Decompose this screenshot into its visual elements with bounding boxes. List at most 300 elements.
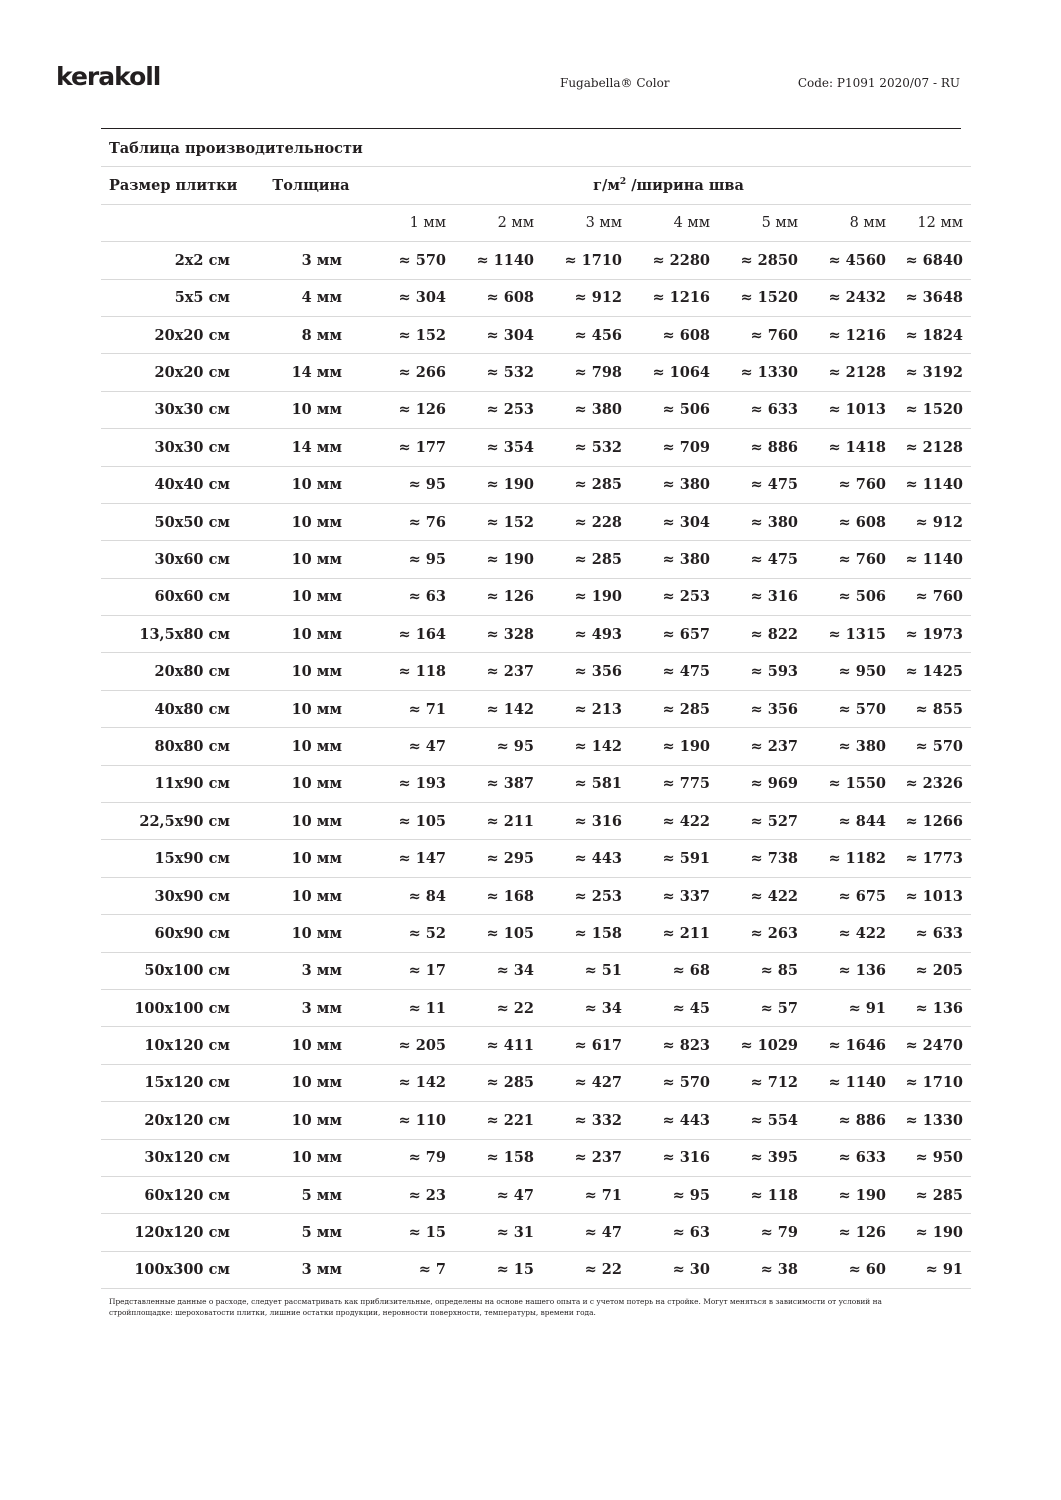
consumption-cell: ≈ 1973: [894, 616, 971, 653]
col-header-width: 4 мм: [630, 204, 718, 241]
table-caption: Таблица производительности: [101, 130, 971, 167]
consumption-cell: ≈ 152: [366, 316, 454, 353]
tile-size-cell: 20x20 см: [101, 354, 256, 391]
consumption-cell: ≈ 211: [630, 915, 718, 952]
thickness-cell: 10 мм: [256, 541, 366, 578]
consumption-cell: ≈ 126: [806, 1214, 894, 1251]
table-row: [101, 503, 971, 540]
consumption-cell: ≈ 221: [454, 1102, 542, 1139]
consumption-cell: ≈ 126: [366, 391, 454, 428]
consumption-cell: ≈ 22: [454, 989, 542, 1026]
consumption-cell: ≈ 1773: [894, 840, 971, 877]
col-header-width: 1 мм: [366, 204, 454, 241]
consumption-cell: ≈ 657: [630, 616, 718, 653]
table-row: [101, 316, 971, 353]
table-row: [101, 1064, 971, 1101]
consumption-cell: ≈ 354: [454, 429, 542, 466]
thickness-cell: 10 мм: [256, 1027, 366, 1064]
consumption-cell: ≈ 760: [718, 316, 806, 353]
consumption-cell: ≈ 822: [718, 616, 806, 653]
consumption-cell: ≈ 52: [366, 915, 454, 952]
table-row: [101, 1251, 971, 1288]
consumption-cell: ≈ 95: [366, 541, 454, 578]
consumption-cell: ≈ 95: [366, 466, 454, 503]
consumption-cell: ≈ 1520: [894, 391, 971, 428]
consumption-cell: ≈ 76: [366, 503, 454, 540]
consumption-cell: ≈ 608: [630, 316, 718, 353]
consumption-cell: ≈ 4560: [806, 242, 894, 279]
consumption-cell: ≈ 142: [366, 1064, 454, 1101]
tile-size-cell: 40x80 см: [101, 690, 256, 727]
consumption-cell: ≈ 675: [806, 877, 894, 914]
consumption-cell: ≈ 47: [542, 1214, 630, 1251]
consumption-cell: ≈ 1824: [894, 316, 971, 353]
consumption-cell: ≈ 2432: [806, 279, 894, 316]
consumption-cell: ≈ 581: [542, 765, 630, 802]
tile-size-cell: 30x120 см: [101, 1139, 256, 1176]
thickness-cell: 4 мм: [256, 279, 366, 316]
consumption-cell: ≈ 844: [806, 803, 894, 840]
consumption-cell: ≈ 263: [718, 915, 806, 952]
tile-size-cell: 80x80 см: [101, 728, 256, 765]
table-row: [101, 803, 971, 840]
tile-size-cell: 20x120 см: [101, 1102, 256, 1139]
consumption-cell: ≈ 11: [366, 989, 454, 1026]
width-header-row: [101, 204, 971, 241]
consumption-cell: ≈ 328: [454, 616, 542, 653]
consumption-cell: ≈ 886: [806, 1102, 894, 1139]
col-header-width: 8 мм: [806, 204, 894, 241]
col-header-width: 5 мм: [718, 204, 806, 241]
thickness-cell: 14 мм: [256, 354, 366, 391]
consumption-cell: ≈ 608: [454, 279, 542, 316]
tile-size-cell: 30x90 см: [101, 877, 256, 914]
consumption-cell: ≈ 475: [718, 541, 806, 578]
consumption-cell: ≈ 1140: [894, 466, 971, 503]
consumption-cell: ≈ 136: [806, 952, 894, 989]
consumption-cell: ≈ 1266: [894, 803, 971, 840]
consumption-cell: ≈ 190: [630, 728, 718, 765]
consumption-cell: ≈ 1550: [806, 765, 894, 802]
consumption-cell: ≈ 493: [542, 616, 630, 653]
consumption-cell: ≈ 1710: [894, 1064, 971, 1101]
tile-size-cell: 50x50 см: [101, 503, 256, 540]
thickness-cell: 3 мм: [256, 242, 366, 279]
thickness-cell: 10 мм: [256, 503, 366, 540]
thickness-cell: 5 мм: [256, 1214, 366, 1251]
consumption-cell: ≈ 380: [630, 541, 718, 578]
consumption-cell: ≈ 22: [542, 1251, 630, 1288]
consumption-cell: ≈ 142: [454, 690, 542, 727]
tile-size-cell: 100x100 см: [101, 989, 256, 1026]
table-row: [101, 952, 971, 989]
consumption-cell: ≈ 1330: [718, 354, 806, 391]
table-row: [101, 877, 971, 914]
consumption-cell: ≈ 760: [894, 578, 971, 615]
consumption-cell: ≈ 47: [366, 728, 454, 765]
consumption-cell: ≈ 57: [718, 989, 806, 1026]
table-row: [101, 466, 971, 503]
thickness-cell: 10 мм: [256, 466, 366, 503]
consumption-cell: ≈ 380: [806, 728, 894, 765]
consumption-cell: ≈ 1330: [894, 1102, 971, 1139]
consumption-cell: ≈ 475: [718, 466, 806, 503]
consumption-cell: ≈ 593: [718, 653, 806, 690]
col-header-thickness: Толщина: [256, 167, 366, 204]
consumption-cell: ≈ 380: [542, 391, 630, 428]
table-header-row: [101, 167, 971, 204]
consumption-cell: ≈ 395: [718, 1139, 806, 1176]
consumption-cell: ≈ 337: [630, 877, 718, 914]
consumption-cell: ≈ 47: [454, 1176, 542, 1213]
consumption-cell: ≈ 475: [630, 653, 718, 690]
table-row: [101, 1139, 971, 1176]
table-row: [101, 1102, 971, 1139]
table-row: [101, 1176, 971, 1213]
consumption-cell: ≈ 527: [718, 803, 806, 840]
consumption-cell: ≈ 237: [542, 1139, 630, 1176]
thickness-cell: 14 мм: [256, 429, 366, 466]
tile-size-cell: 5x5 см: [101, 279, 256, 316]
consumption-cell: ≈ 190: [454, 541, 542, 578]
consumption-cell: ≈ 84: [366, 877, 454, 914]
consumption-cell: ≈ 34: [454, 952, 542, 989]
consumption-cell: ≈ 15: [366, 1214, 454, 1251]
consumption-cell: ≈ 71: [366, 690, 454, 727]
consumption-cell: ≈ 617: [542, 1027, 630, 1064]
consumption-cell: ≈ 193: [366, 765, 454, 802]
consumption-cell: ≈ 79: [366, 1139, 454, 1176]
tile-size-cell: 22,5x90 см: [101, 803, 256, 840]
thickness-cell: 10 мм: [256, 803, 366, 840]
consumption-cell: ≈ 1064: [630, 354, 718, 391]
consumption-cell: ≈ 316: [542, 803, 630, 840]
consumption-cell: ≈ 168: [454, 877, 542, 914]
consumption-cell: ≈ 190: [806, 1176, 894, 1213]
consumption-cell: ≈ 332: [542, 1102, 630, 1139]
consumption-cell: ≈ 316: [718, 578, 806, 615]
consumption-cell: ≈ 285: [894, 1176, 971, 1213]
col-header-group: $г/м^2$ /ширина шва: [366, 167, 971, 204]
table-row: [101, 242, 971, 279]
consumption-cell: ≈ 15: [454, 1251, 542, 1288]
tile-size-cell: 60x60 см: [101, 578, 256, 615]
tile-size-cell: 20x20 см: [101, 316, 256, 353]
consumption-cell: ≈ 118: [366, 653, 454, 690]
consumption-cell: ≈ 3192: [894, 354, 971, 391]
table-row: [101, 279, 971, 316]
consumption-cell: ≈ 712: [718, 1064, 806, 1101]
consumption-cell: ≈ 760: [806, 466, 894, 503]
consumption-cell: ≈ 253: [454, 391, 542, 428]
performance-table: [101, 130, 971, 1289]
consumption-cell: ≈ 147: [366, 840, 454, 877]
consumption-cell: ≈ 205: [894, 952, 971, 989]
consumption-cell: ≈ 2128: [806, 354, 894, 391]
col-header-width: 3 мм: [542, 204, 630, 241]
consumption-cell: ≈ 190: [454, 466, 542, 503]
consumption-cell: ≈ 30: [630, 1251, 718, 1288]
thickness-cell: 10 мм: [256, 1139, 366, 1176]
thickness-cell: 3 мм: [256, 989, 366, 1026]
consumption-cell: ≈ 427: [542, 1064, 630, 1101]
consumption-cell: ≈ 969: [718, 765, 806, 802]
tile-size-cell: 10x120 см: [101, 1027, 256, 1064]
consumption-cell: ≈ 237: [454, 653, 542, 690]
footnote: Представленные данные о расходе, следует рассматривать как приблизительные, определены на основе нашего опыта и с учетом потерь на стройке. Могут меняться в зависимости от условий на стройплощадке: шероховатости плитки, лишние остатки продукции, неровности поверхности, температуры, времени года.: [109, 1297, 882, 1317]
consumption-cell: ≈ 285: [542, 541, 630, 578]
table-row: [101, 915, 971, 952]
tile-size-cell: 13,5x80 см: [101, 616, 256, 653]
thickness-cell: 3 мм: [256, 1251, 366, 1288]
consumption-cell: ≈ 912: [542, 279, 630, 316]
consumption-cell: ≈ 950: [806, 653, 894, 690]
consumption-cell: ≈ 570: [806, 690, 894, 727]
consumption-cell: ≈ 775: [630, 765, 718, 802]
consumption-cell: ≈ 190: [894, 1214, 971, 1251]
consumption-cell: ≈ 60: [806, 1251, 894, 1288]
tile-size-cell: 11x90 см: [101, 765, 256, 802]
consumption-cell: ≈ 1315: [806, 616, 894, 653]
consumption-cell: ≈ 91: [806, 989, 894, 1026]
consumption-cell: ≈ 1013: [894, 877, 971, 914]
consumption-cell: ≈ 63: [630, 1214, 718, 1251]
consumption-cell: ≈ 17: [366, 952, 454, 989]
thickness-cell: 10 мм: [256, 616, 366, 653]
tile-size-cell: 60x120 см: [101, 1176, 256, 1213]
consumption-cell: ≈ 422: [630, 803, 718, 840]
consumption-cell: ≈ 1418: [806, 429, 894, 466]
consumption-cell: ≈ 158: [454, 1139, 542, 1176]
consumption-cell: ≈ 506: [630, 391, 718, 428]
consumption-cell: ≈ 304: [454, 316, 542, 353]
consumption-cell: ≈ 886: [718, 429, 806, 466]
consumption-cell: ≈ 570: [366, 242, 454, 279]
tile-size-cell: 120x120 см: [101, 1214, 256, 1251]
consumption-cell: ≈ 591: [630, 840, 718, 877]
consumption-cell: ≈ 205: [366, 1027, 454, 1064]
table-row: [101, 690, 971, 727]
table-row: [101, 429, 971, 466]
consumption-cell: ≈ 1425: [894, 653, 971, 690]
empty-cell: [256, 204, 366, 241]
consumption-cell: ≈ 152: [454, 503, 542, 540]
consumption-cell: ≈ 1182: [806, 840, 894, 877]
thickness-cell: 10 мм: [256, 877, 366, 914]
consumption-cell: ≈ 316: [630, 1139, 718, 1176]
consumption-cell: ≈ 34: [542, 989, 630, 1026]
table-row: [101, 1214, 971, 1251]
consumption-cell: ≈ 126: [454, 578, 542, 615]
consumption-cell: ≈ 1140: [454, 242, 542, 279]
consumption-cell: ≈ 285: [454, 1064, 542, 1101]
consumption-cell: ≈ 38: [718, 1251, 806, 1288]
consumption-cell: ≈ 6840: [894, 242, 971, 279]
consumption-cell: ≈ 1140: [894, 541, 971, 578]
consumption-cell: ≈ 23: [366, 1176, 454, 1213]
tile-size-cell: 15x90 см: [101, 840, 256, 877]
consumption-cell: ≈ 1646: [806, 1027, 894, 1064]
tile-size-cell: 50x100 см: [101, 952, 256, 989]
tile-size-cell: 30x30 см: [101, 429, 256, 466]
product-name: Fugabella® Color: [560, 76, 670, 90]
consumption-cell: ≈ 266: [366, 354, 454, 391]
consumption-cell: ≈ 164: [366, 616, 454, 653]
consumption-cell: ≈ 63: [366, 578, 454, 615]
thickness-cell: 10 мм: [256, 728, 366, 765]
tile-size-cell: 2x2 см: [101, 242, 256, 279]
thickness-cell: 5 мм: [256, 1176, 366, 1213]
table-row: [101, 728, 971, 765]
consumption-cell: ≈ 142: [542, 728, 630, 765]
consumption-cell: ≈ 136: [894, 989, 971, 1026]
table-row: [101, 840, 971, 877]
tile-size-cell: 15x120 см: [101, 1064, 256, 1101]
consumption-cell: ≈ 177: [366, 429, 454, 466]
consumption-cell: ≈ 443: [630, 1102, 718, 1139]
consumption-cell: ≈ 79: [718, 1214, 806, 1251]
consumption-cell: ≈ 532: [542, 429, 630, 466]
consumption-cell: ≈ 1216: [630, 279, 718, 316]
consumption-cell: ≈ 295: [454, 840, 542, 877]
consumption-cell: ≈ 285: [630, 690, 718, 727]
consumption-cell: ≈ 1013: [806, 391, 894, 428]
thickness-cell: 10 мм: [256, 578, 366, 615]
consumption-cell: ≈ 1520: [718, 279, 806, 316]
consumption-cell: ≈ 1216: [806, 316, 894, 353]
consumption-cell: ≈ 91: [894, 1251, 971, 1288]
table-row: [101, 653, 971, 690]
consumption-cell: ≈ 506: [806, 578, 894, 615]
consumption-cell: ≈ 85: [718, 952, 806, 989]
thickness-cell: 8 мм: [256, 316, 366, 353]
consumption-cell: ≈ 68: [630, 952, 718, 989]
consumption-cell: ≈ 443: [542, 840, 630, 877]
consumption-cell: ≈ 798: [542, 354, 630, 391]
col-header-width: 12 мм: [894, 204, 971, 241]
consumption-cell: ≈ 2280: [630, 242, 718, 279]
consumption-cell: ≈ 380: [718, 503, 806, 540]
table-row: [101, 1027, 971, 1064]
consumption-cell: ≈ 422: [718, 877, 806, 914]
consumption-cell: ≈ 823: [630, 1027, 718, 1064]
consumption-cell: ≈ 213: [542, 690, 630, 727]
consumption-cell: ≈ 158: [542, 915, 630, 952]
consumption-cell: ≈ 95: [630, 1176, 718, 1213]
consumption-cell: ≈ 105: [454, 915, 542, 952]
table-row: [101, 391, 971, 428]
consumption-cell: ≈ 633: [718, 391, 806, 428]
consumption-cell: ≈ 105: [366, 803, 454, 840]
consumption-cell: ≈ 855: [894, 690, 971, 727]
tile-size-cell: 30x60 см: [101, 541, 256, 578]
tile-size-cell: 60x90 см: [101, 915, 256, 952]
thickness-cell: 10 мм: [256, 915, 366, 952]
consumption-cell: ≈ 285: [542, 466, 630, 503]
consumption-cell: ≈ 554: [718, 1102, 806, 1139]
consumption-cell: ≈ 912: [894, 503, 971, 540]
consumption-cell: ≈ 45: [630, 989, 718, 1026]
consumption-cell: ≈ 2850: [718, 242, 806, 279]
table-row: [101, 354, 971, 391]
consumption-cell: ≈ 304: [366, 279, 454, 316]
thickness-cell: 10 мм: [256, 690, 366, 727]
consumption-cell: ≈ 2470: [894, 1027, 971, 1064]
table-row: [101, 616, 971, 653]
table-caption-row: [101, 130, 971, 167]
consumption-cell: ≈ 51: [542, 952, 630, 989]
consumption-cell: ≈ 3648: [894, 279, 971, 316]
consumption-cell: ≈ 411: [454, 1027, 542, 1064]
consumption-cell: ≈ 709: [630, 429, 718, 466]
consumption-cell: ≈ 118: [718, 1176, 806, 1213]
empty-cell: [101, 204, 256, 241]
consumption-cell: ≈ 190: [542, 578, 630, 615]
consumption-cell: ≈ 253: [542, 877, 630, 914]
consumption-cell: ≈ 738: [718, 840, 806, 877]
thickness-cell: 10 мм: [256, 653, 366, 690]
document-code: Code: P1091 2020/07 - RU: [797, 76, 960, 90]
consumption-cell: ≈ 110: [366, 1102, 454, 1139]
thickness-cell: 10 мм: [256, 391, 366, 428]
consumption-cell: ≈ 570: [894, 728, 971, 765]
consumption-cell: ≈ 387: [454, 765, 542, 802]
consumption-cell: ≈ 31: [454, 1214, 542, 1251]
consumption-cell: ≈ 1140: [806, 1064, 894, 1101]
table-row: [101, 989, 971, 1026]
table-row: [101, 541, 971, 578]
consumption-cell: ≈ 760: [806, 541, 894, 578]
thickness-cell: 10 мм: [256, 765, 366, 802]
col-header-width: 2 мм: [454, 204, 542, 241]
table-row: [101, 578, 971, 615]
consumption-cell: ≈ 211: [454, 803, 542, 840]
tile-size-cell: 100x300 см: [101, 1251, 256, 1288]
consumption-cell: ≈ 2326: [894, 765, 971, 802]
consumption-cell: ≈ 356: [718, 690, 806, 727]
tile-size-cell: 20x80 см: [101, 653, 256, 690]
thickness-cell: 10 мм: [256, 840, 366, 877]
tile-size-cell: 40x40 см: [101, 466, 256, 503]
consumption-cell: ≈ 253: [630, 578, 718, 615]
consumption-cell: ≈ 950: [894, 1139, 971, 1176]
header-divider: [101, 128, 961, 129]
consumption-cell: ≈ 1710: [542, 242, 630, 279]
consumption-cell: ≈ 532: [454, 354, 542, 391]
consumption-cell: ≈ 95: [454, 728, 542, 765]
consumption-cell: ≈ 633: [894, 915, 971, 952]
consumption-cell: ≈ 380: [630, 466, 718, 503]
consumption-cell: ≈ 228: [542, 503, 630, 540]
col-header-size: Размер плитки: [101, 167, 256, 204]
consumption-cell: ≈ 1029: [718, 1027, 806, 1064]
tile-size-cell: 30x30 см: [101, 391, 256, 428]
consumption-cell: ≈ 71: [542, 1176, 630, 1213]
brand-logo: kerakoll: [56, 62, 161, 91]
consumption-cell: ≈ 237: [718, 728, 806, 765]
consumption-cell: ≈ 608: [806, 503, 894, 540]
consumption-cell: ≈ 356: [542, 653, 630, 690]
thickness-cell: 10 мм: [256, 1064, 366, 1101]
consumption-cell: ≈ 2128: [894, 429, 971, 466]
consumption-cell: ≈ 7: [366, 1251, 454, 1288]
consumption-cell: ≈ 304: [630, 503, 718, 540]
consumption-cell: ≈ 633: [806, 1139, 894, 1176]
table-row: [101, 765, 971, 802]
consumption-cell: ≈ 456: [542, 316, 630, 353]
consumption-cell: ≈ 422: [806, 915, 894, 952]
consumption-cell: ≈ 570: [630, 1064, 718, 1101]
